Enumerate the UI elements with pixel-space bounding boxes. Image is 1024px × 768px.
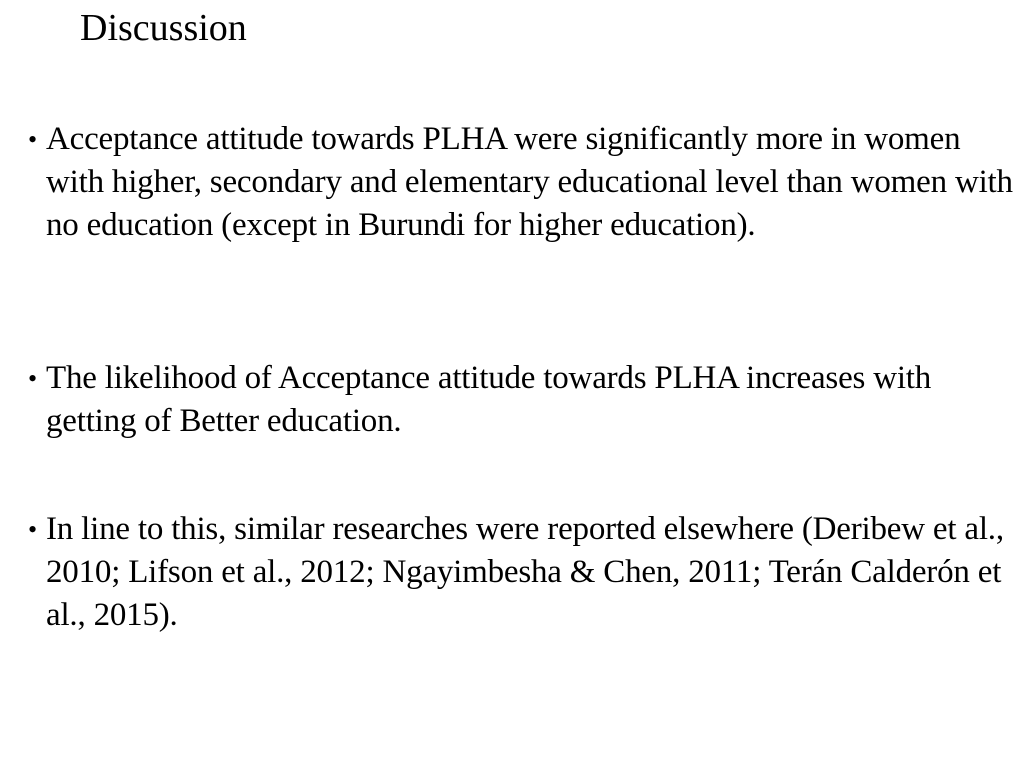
bullet-text: The likelihood of Acceptance attitude towards PLHA increases with getting of Better education.	[46, 360, 932, 439]
bullet-text: In line to this, similar researches were reported elsewhere (Deribew et al., 2010; Lifson et al., 2012; Ngayimbesha & Chen, 2011; Terán Calderón et al., 2015).	[46, 511, 1004, 633]
slide-title: Discussion	[80, 7, 247, 49]
bullet-icon: •	[28, 125, 38, 154]
bullet-icon: •	[28, 515, 38, 544]
bullet-icon: •	[28, 364, 38, 393]
bullet-text: Acceptance attitude towards PLHA were significantly more in women with higher, secondary and elementary educational level than women with no education (except in Burundi for higher education).	[46, 121, 1013, 243]
